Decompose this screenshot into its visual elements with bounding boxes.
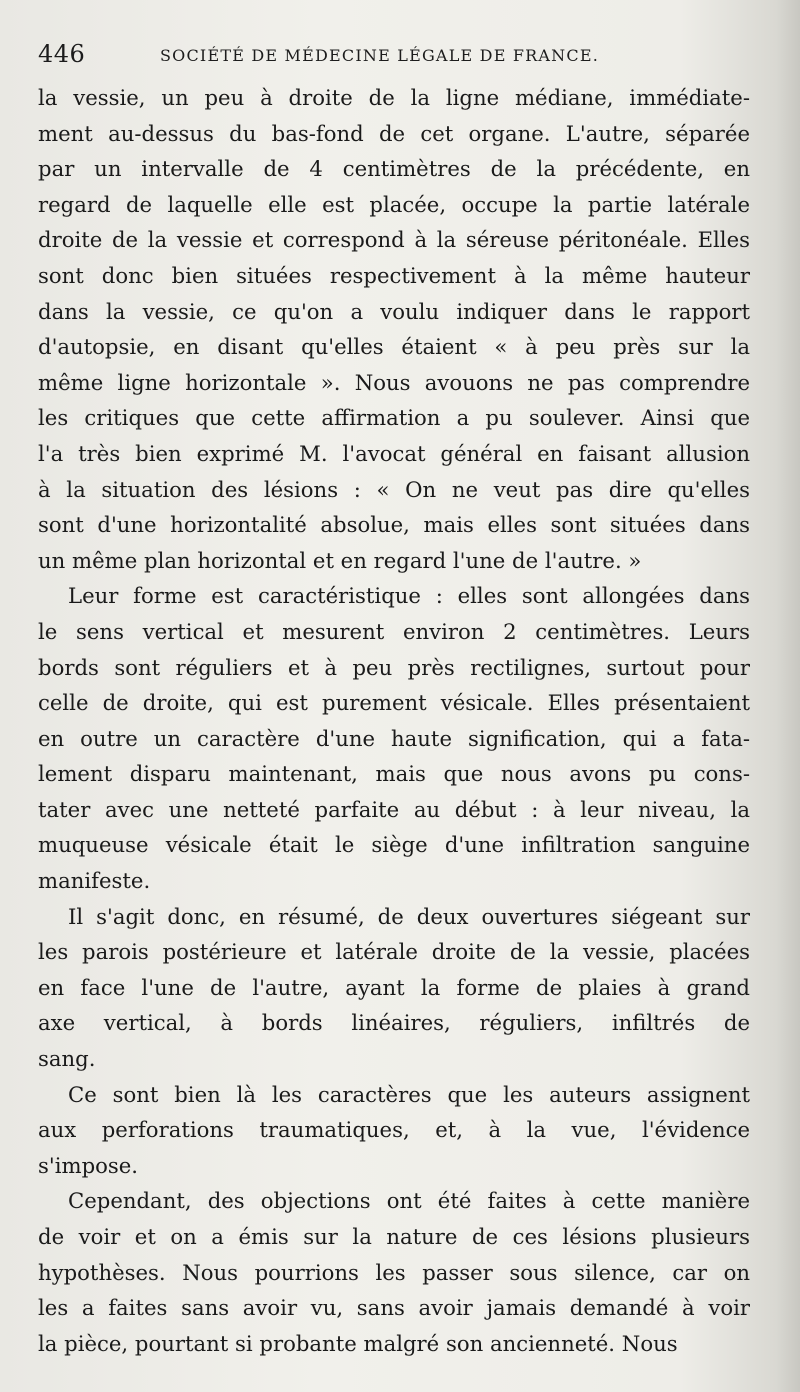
text-line: par un intervalle de 4 centimètres de la précédente, en xyxy=(38,156,750,182)
text-line: même ligne horizontale ». Nous avouons ne pas comprendre xyxy=(38,369,750,395)
page-number: 446 xyxy=(38,40,86,68)
text-line: bords sont réguliers et à peu près rectilignes, surtout pour xyxy=(38,654,750,680)
paragraph xyxy=(38,80,750,578)
text-line: un même plan horizontal et en regard l'une de l'autre. » xyxy=(38,547,642,573)
running-head: SOCIÉTÉ DE MÉDECINE LÉGALE DE FRANCE. xyxy=(160,46,599,65)
body-text xyxy=(38,80,750,1361)
paragraph xyxy=(38,1183,750,1361)
page-header xyxy=(38,40,738,74)
text-line: droite de la vessie et correspond à la séreuse péritonéale. Elles xyxy=(38,227,750,253)
paragraph xyxy=(38,1077,750,1184)
text-line: l'a très bien exprimé M. l'avocat général en faisant allusion xyxy=(38,440,750,466)
paragraph xyxy=(38,578,750,898)
text-line: les critiques que cette affirmation a pu soulever. Ainsi que xyxy=(38,405,750,431)
text-line: en face l'une de l'autre, ayant la forme de plaies à grand xyxy=(38,974,750,1000)
text-line: Il s'agit donc, en résumé, de deux ouvertures siégeant sur xyxy=(68,903,750,929)
text-line: le sens vertical et mesurent environ 2 centimètres. Leurs xyxy=(38,618,750,644)
text-line: les a faites sans avoir vu, sans avoir jamais demandé à voir xyxy=(38,1295,750,1321)
text-line: muqueuse vésicale était le siège d'une infiltration sanguine xyxy=(38,832,750,858)
text-line: lement disparu maintenant, mais que nous avons pu cons- xyxy=(38,761,750,787)
text-line: celle de droite, qui est purement vésicale. Elles présentaient xyxy=(38,690,750,716)
text-line: ment au-dessus du bas-fond de cet organe. L'autre, séparée xyxy=(38,120,750,146)
text-line: les parois postérieure et latérale droite de la vessie, placées xyxy=(38,939,750,965)
text-line: la vessie, un peu à droite de la ligne médiane, immédiate- xyxy=(38,85,750,110)
text-line: à la situation des lésions : « On ne veut pas dire qu'elles xyxy=(38,476,750,502)
text-line: aux perforations traumatiques, et, à la vue, l'évidence xyxy=(38,1117,750,1143)
text-line: sang. xyxy=(38,1046,96,1072)
text-line: axe vertical, à bords linéaires, réguliers, infiltrés de xyxy=(38,1010,750,1036)
text-line: Cependant, des objections ont été faites à cette manière xyxy=(68,1188,750,1214)
text-line: sont donc bien situées respectivement à la même hauteur xyxy=(38,262,750,288)
text-line: de voir et on a émis sur la nature de ces lésions plusieurs xyxy=(38,1224,750,1249)
paragraph xyxy=(38,899,750,1077)
text-line: d'autopsie, en disant qu'elles étaient « à peu près sur la xyxy=(38,334,750,360)
text-line: s'impose. xyxy=(38,1152,139,1178)
text-line: manifeste. xyxy=(38,868,151,894)
text-line: la pièce, pourtant si probante malgré son ancienneté. Nous xyxy=(38,1330,678,1356)
text-line: sont d'une horizontalité absolue, mais elles sont situées dans xyxy=(38,512,750,538)
text-line: Leur forme est caractéristique : elles sont allongées dans xyxy=(68,583,750,609)
text-line: en outre un caractère d'une haute signification, qui a fata- xyxy=(38,725,750,751)
text-line: regard de laquelle elle est placée, occupe la partie latérale xyxy=(38,191,750,217)
text-line: tater avec une netteté parfaite au début : à leur niveau, la xyxy=(38,796,750,822)
text-line: hypothèses. Nous pourrions les passer sous silence, car on xyxy=(38,1259,750,1285)
text-line: dans la vessie, ce qu'on a voulu indiquer dans le rapport xyxy=(38,298,750,324)
text-line: Ce sont bien là les caractères que les auteurs assignent xyxy=(68,1081,750,1107)
